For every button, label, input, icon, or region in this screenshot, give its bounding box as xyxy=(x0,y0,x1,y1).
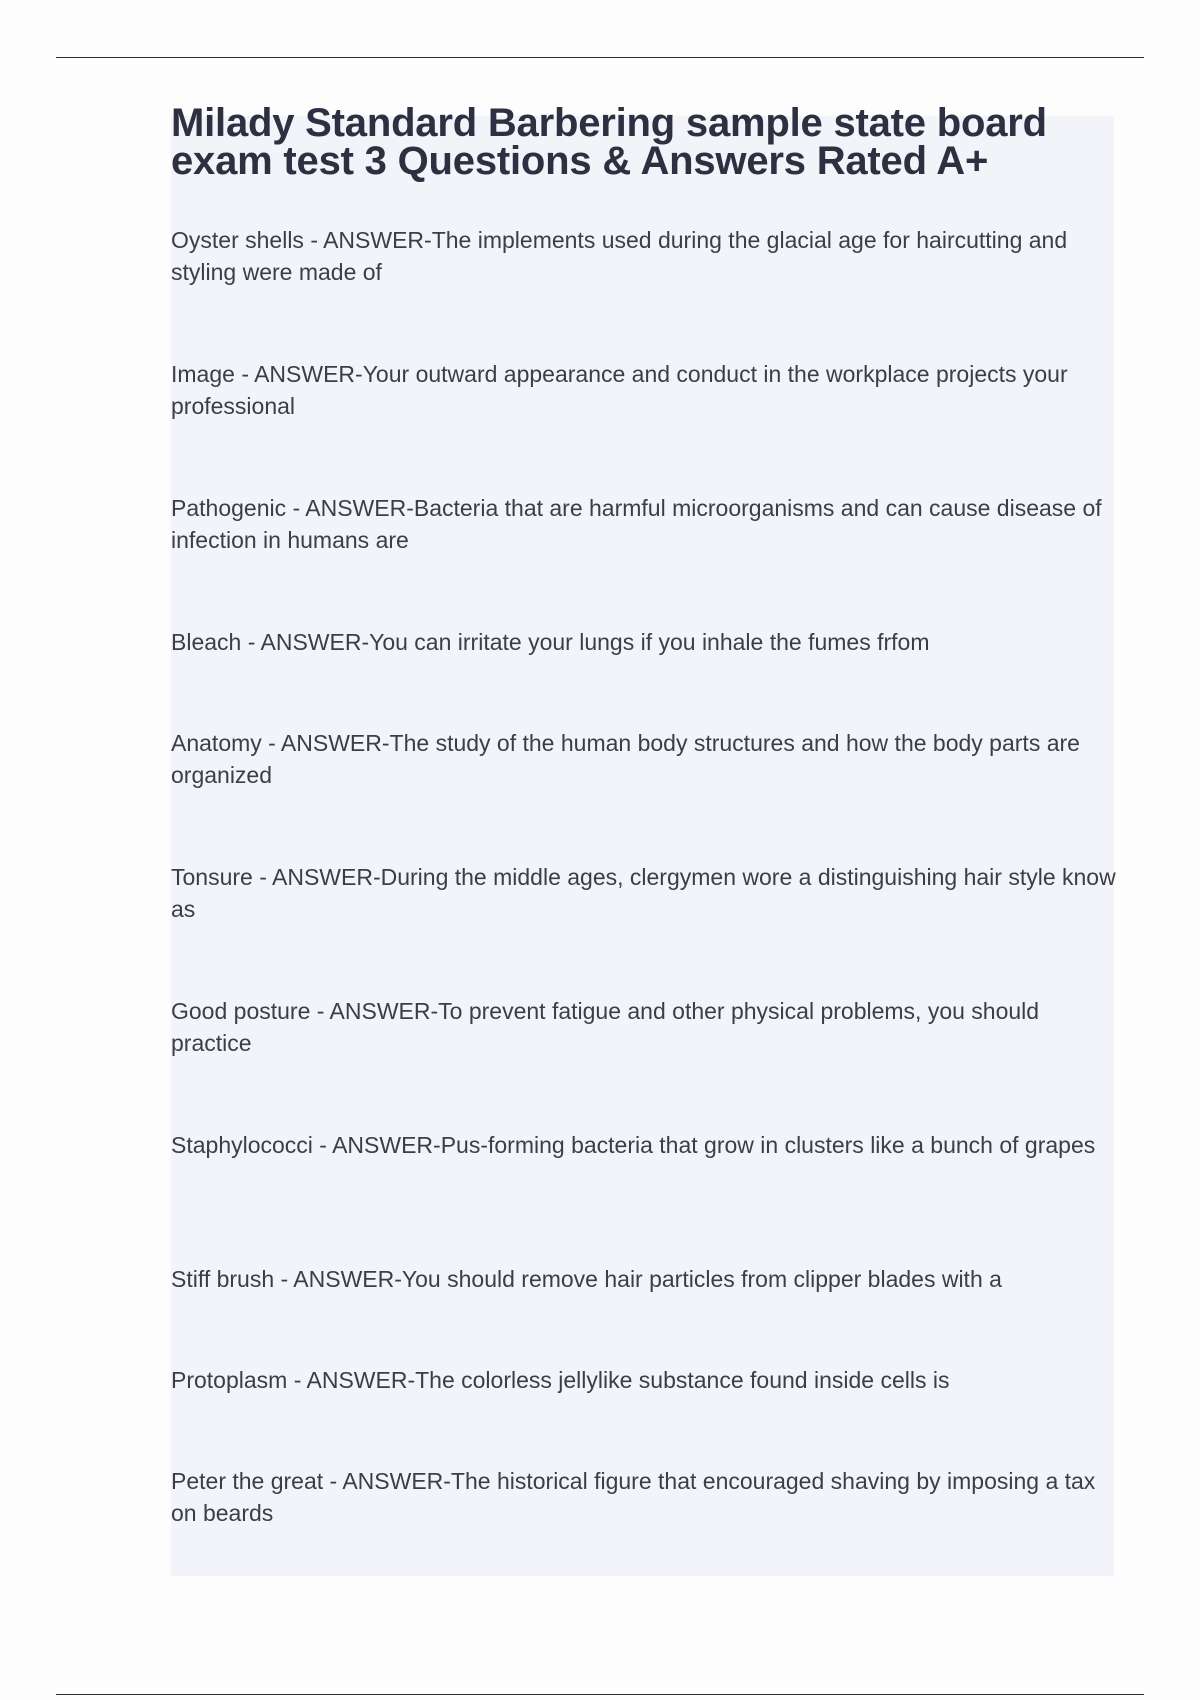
qa-item: Protoplasm - ANSWER-The colorless jellylike substance found inside cells is xyxy=(171,1367,950,1393)
qa-item: Image - ANSWER-Your outward appearance and conduct in the workplace projects your professional xyxy=(171,361,1068,419)
qa-item: Anatomy - ANSWER-The study of the human body structures and how the body parts are organized xyxy=(171,730,1080,788)
qa-item: Bleach - ANSWER-You can irritate your lungs if you inhale the fumes frfom xyxy=(171,629,930,655)
qa-item: Peter the great - ANSWER-The historical figure that encouraged shaving by imposing a tax on beards xyxy=(171,1468,1096,1526)
top-divider xyxy=(56,57,1144,58)
document-title: Milady Standard Barbering sample state board exam test 3 Questions & Answers Rated A+ xyxy=(171,101,1047,183)
bottom-divider xyxy=(56,1694,1144,1695)
qa-item: Staphylococci - ANSWER-Pus-forming bacteria that grow in clusters like a bunch of grapes xyxy=(171,1132,1096,1158)
qa-item: Stiff brush - ANSWER-You should remove hair particles from clipper blades with a xyxy=(171,1266,1002,1292)
qa-item: Pathogenic - ANSWER-Bacteria that are harmful microorganisms and can cause disease of infection in humans are xyxy=(171,495,1102,553)
qa-item: Oyster shells - ANSWER-The implements used during the glacial age for haircutting and styling were made of xyxy=(171,227,1068,285)
qa-item: Good posture - ANSWER-To prevent fatigue and other physical problems, you should practice xyxy=(171,998,1040,1056)
qa-item: Tonsure - ANSWER-During the middle ages, clergymen wore a distinguishing hair style know as xyxy=(171,864,1116,922)
qa-list xyxy=(171,224,1117,1599)
